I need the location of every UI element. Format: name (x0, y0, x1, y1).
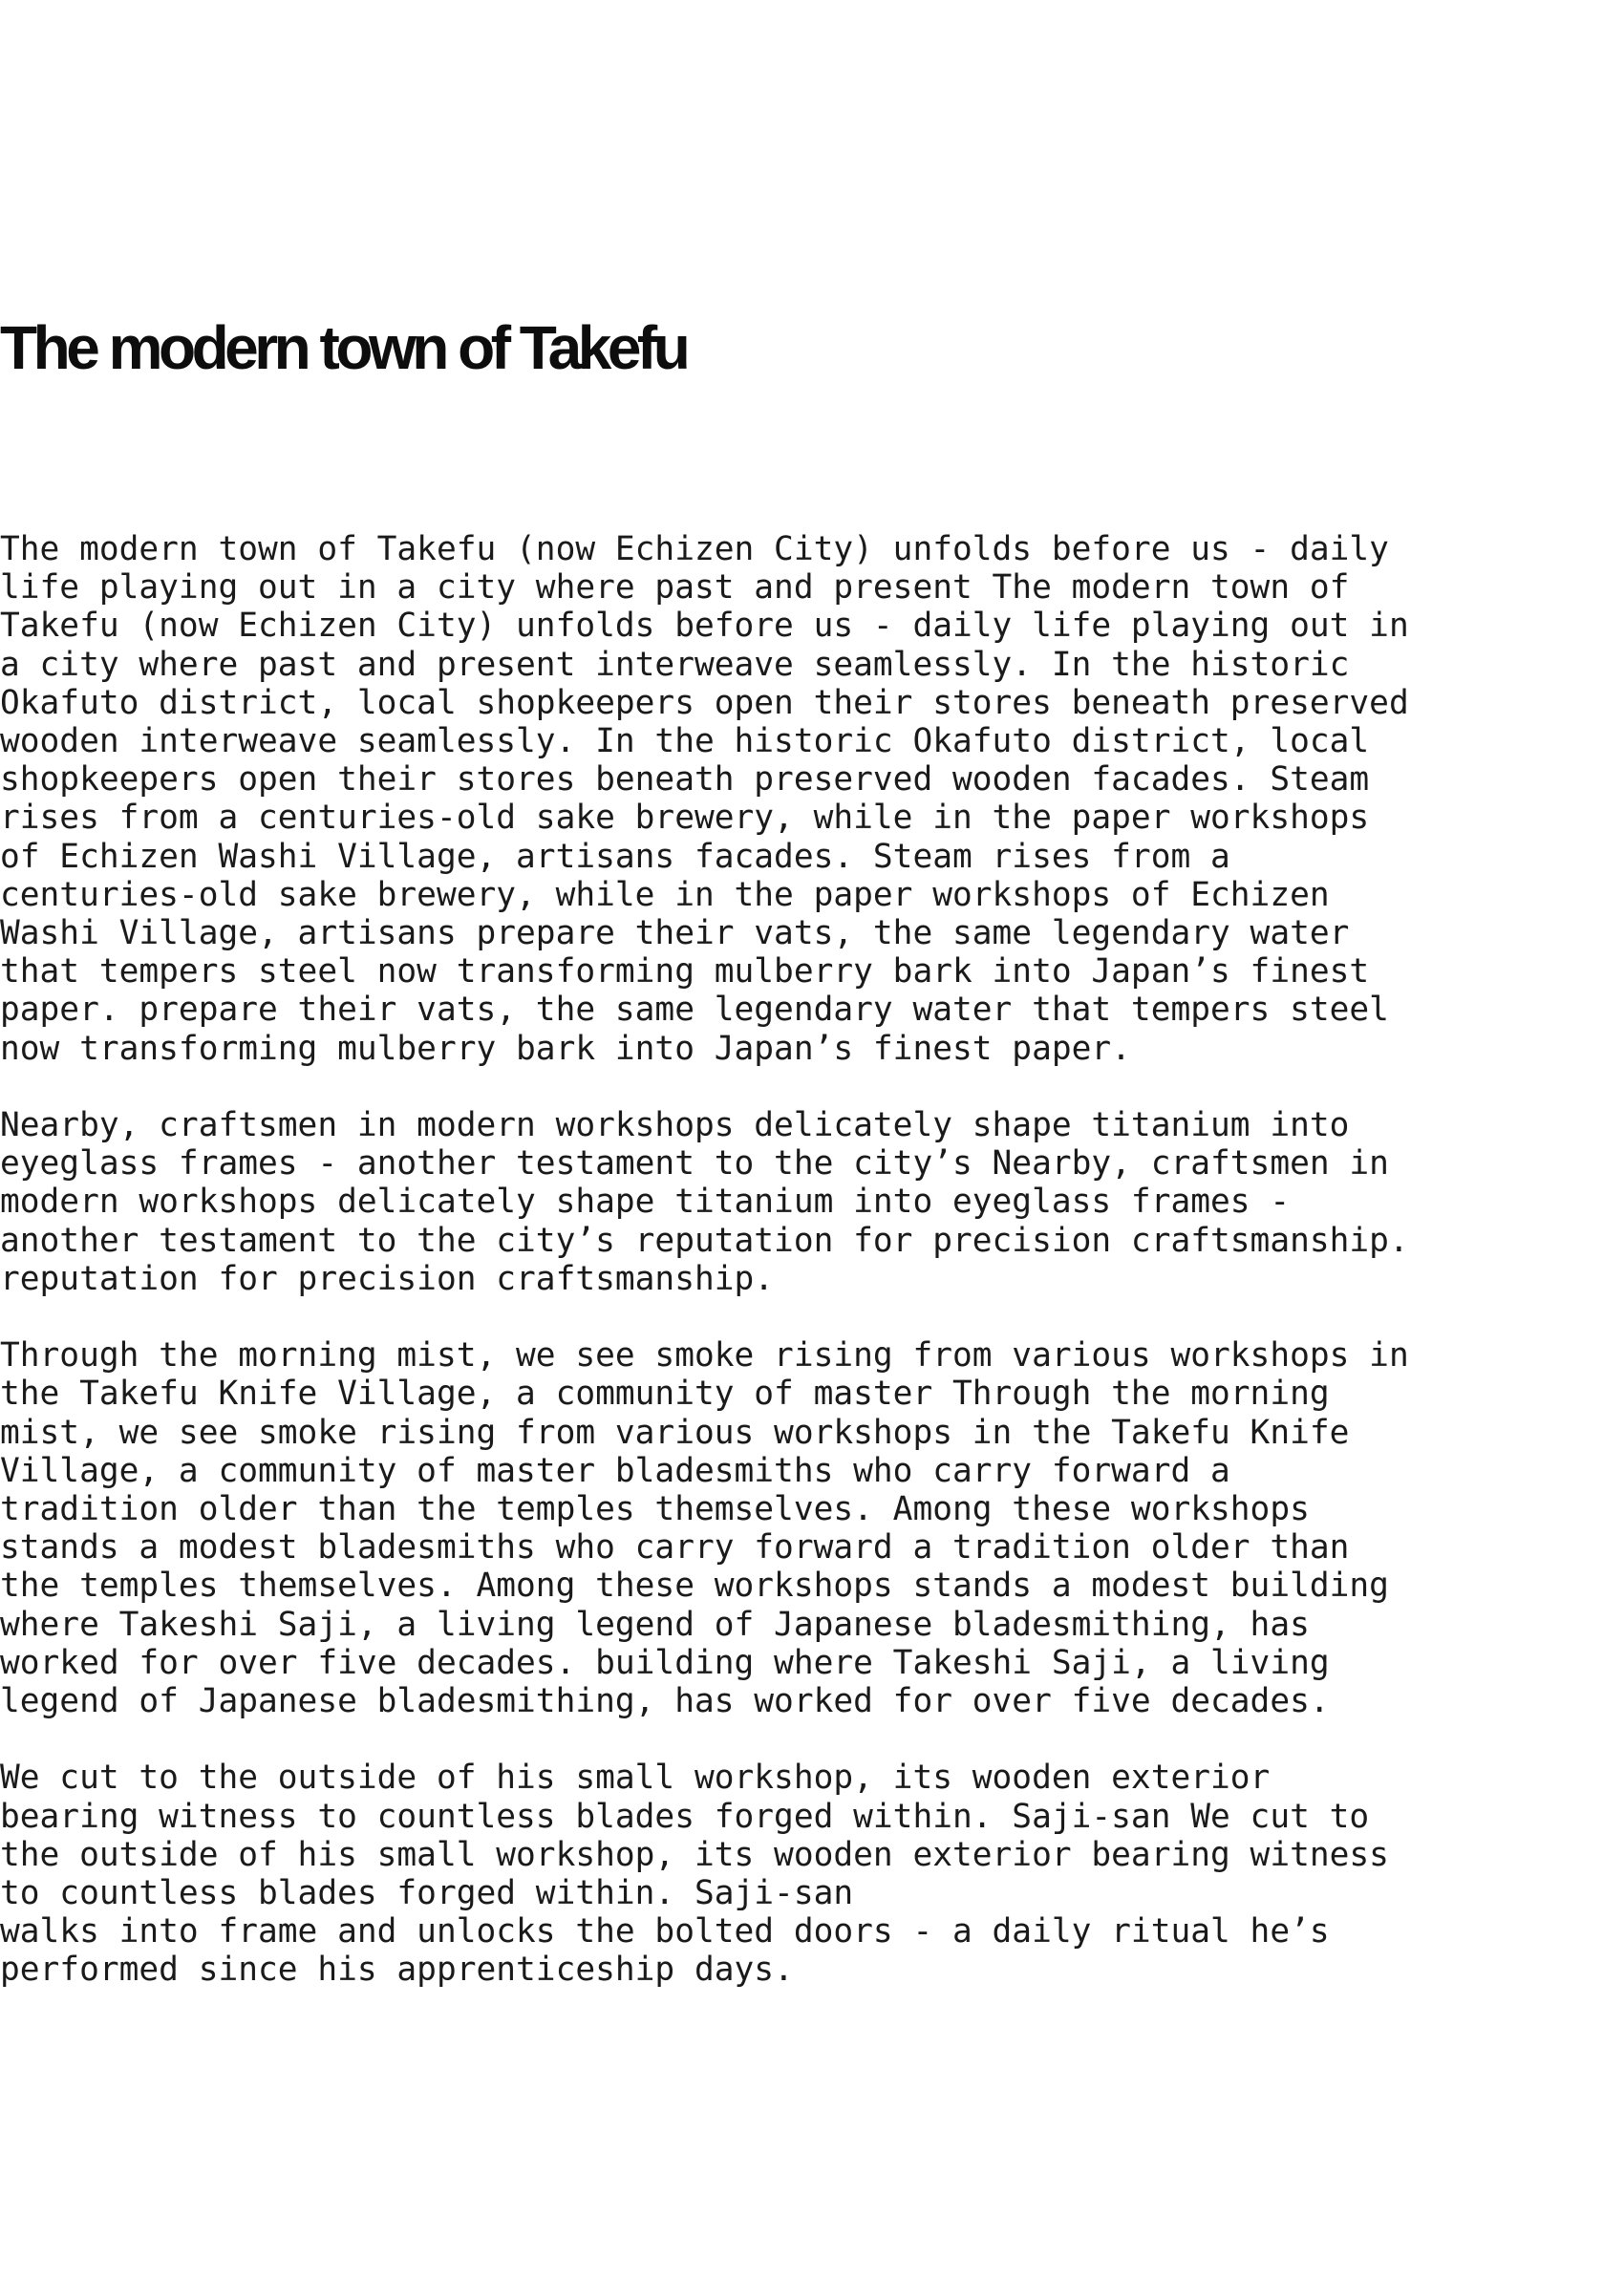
paragraph-knife-village: Through the morning mist, we see smoke rising from various workshops in the Takefu Knife Village, a community of master Through the morning mist, we see smoke rising from various workshops in the Takefu Knife Village, a community of master bladesmiths who carry forward a tradition older than the temples themselves. Among these workshops stands a modest bladesmiths who carry forward a tradition older than the temples themselves. Among these workshops stands a modest building where Takeshi Saji, a living legend of Japanese bladesmithing, has worked for over five decades. building where Takeshi Saji, a living legend of Japanese bladesmithing, has worked for over five decades. (0, 1336, 1409, 1721)
page-title: The modern town of Takefu (0, 313, 687, 382)
paragraph-takefu-town: The modern town of Takefu (now Echizen City) unfolds before us - daily life playing out in a city where past and present The modern town of Takefu (now Echizen City) unfolds before us - daily life playing out in a city where past and present interweave seamlessly. In the historic Okafuto district, local shopkeepers open their stores beneath preserved wooden interweave seamlessly. In the historic Okafuto district, local shopkeepers open their stores beneath preserved wooden facades. Steam rises from a centuries-old sake brewery, while in the paper workshops of Echizen Washi Village, artisans facades. Steam rises from a centuries-old sake brewery, while in the paper workshops of Echizen Washi Village, artisans prepare their vats, the same legendary water that tempers steel now transforming mulberry bark into Japan’s finest paper. prepare their vats, the same legendary water that tempers steel now transforming mulberry bark into Japan’s finest paper. (0, 530, 1409, 1068)
body-text (0, 530, 1490, 1990)
paragraph-eyeglass-craft: Nearby, craftsmen in modern workshops delicately shape titanium into eyeglass frames - another testament to the city’s Nearby, craftsmen in modern workshops delicately shape titanium into eyeglass frames - another testament to the city’s reputation for precision craftsmanship. reputation for precision craftsmanship. (0, 1106, 1409, 1298)
paragraph-saji-workshop: We cut to the outside of his small workshop, its wooden exterior bearing witness to countless blades forged within. Saji-san We cut to the outside of his small workshop, its wooden exterior bearing witness to countless blades forged within. Saji-san walks into frame and unlocks the bolted doors - a daily ritual he’s performed since his apprenticeship days. (0, 1759, 1389, 1990)
